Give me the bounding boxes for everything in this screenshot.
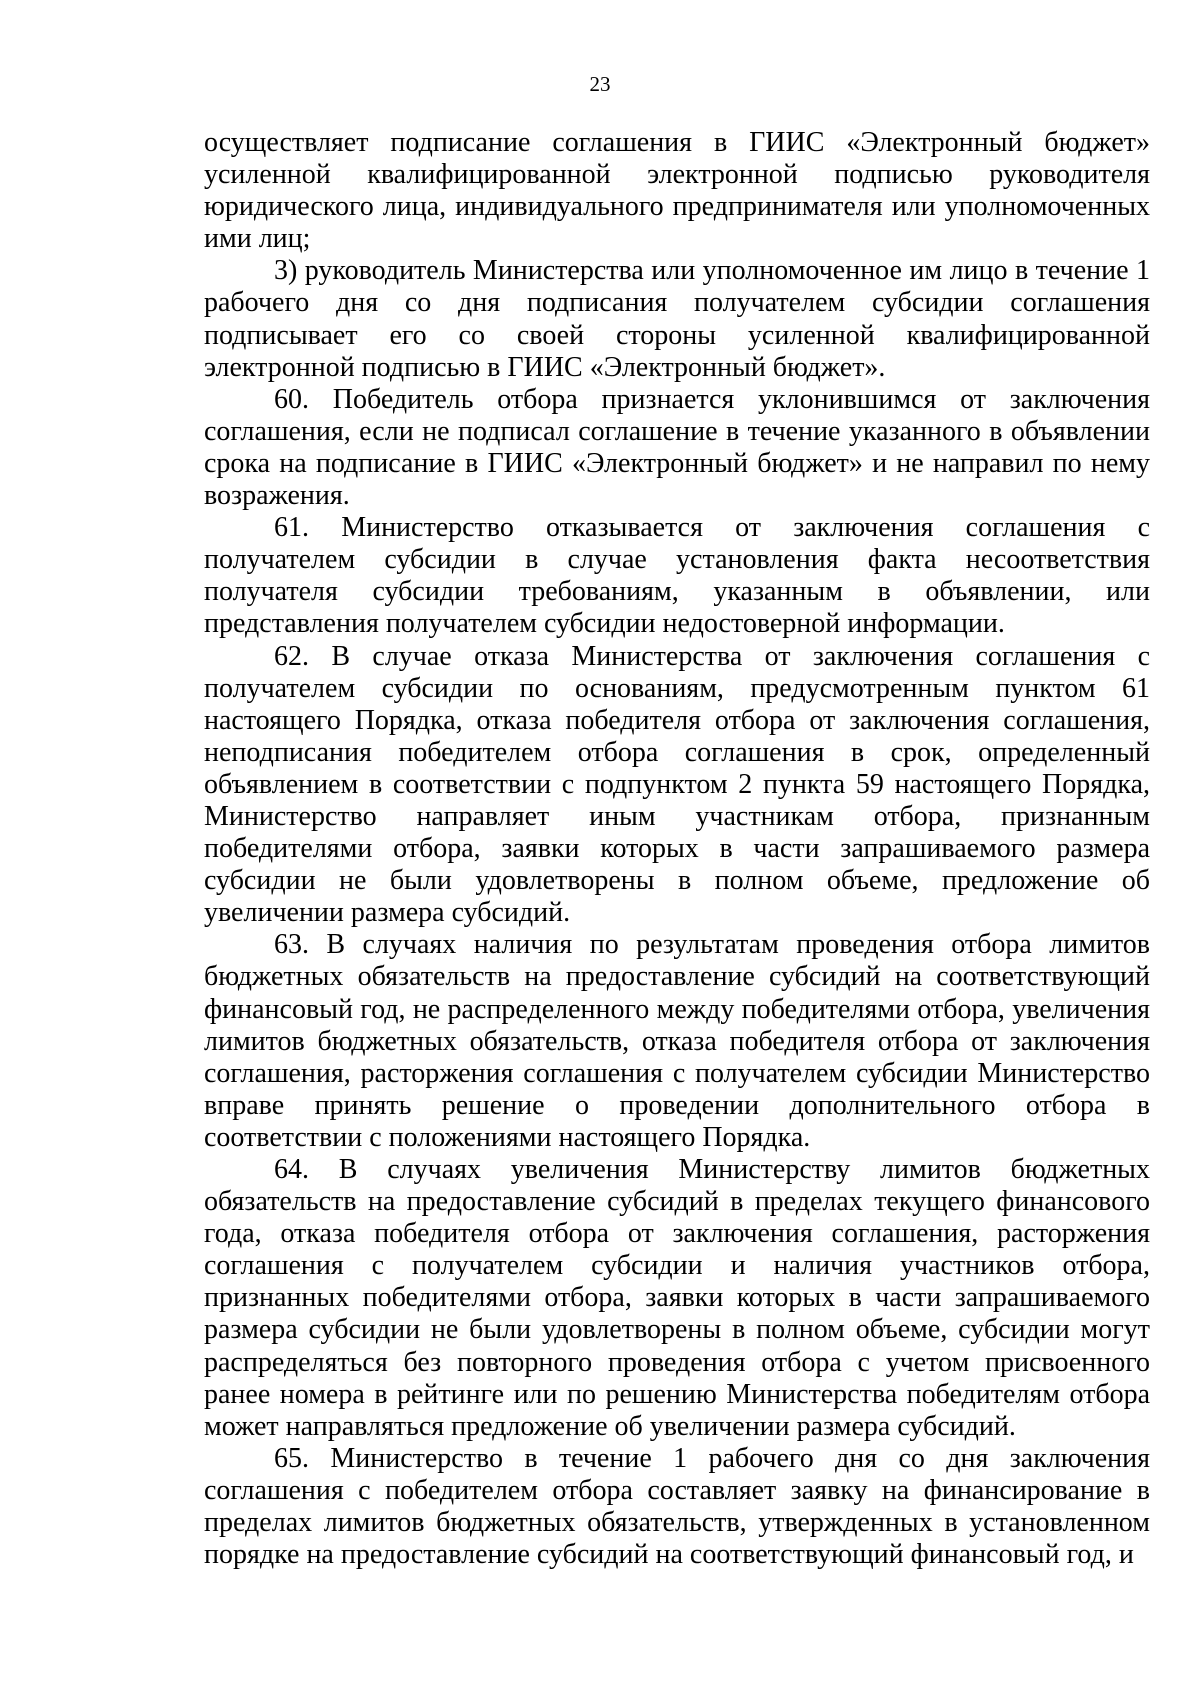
paragraph-64: 64. В случаях увеличения Министерству лимитов бюджетных обязательств на предоставление субсидий в пределах текущего финансового года, отказа победителя отбора от заключения соглашения, расторжения соглашения с получателем субсидии и наличия участников отбора, признанных победителями отбора, заявки которых в части запрашиваемого размера субсидии не были удовлетворены в полном объеме, субсидии могут распределяться без повторного проведения отбора с учетом присвоенного ранее номера в рейтинге или по решению Министерства победителям отбора может направляться предложение об увеличении размера субсидий.	[204, 1154, 1150, 1442]
paragraph-60: 60. Победитель отбора признается уклонившимся от заключения соглашения, если не подписал соглашение в течение указанного в объявлении срока на подписание в ГИИС «Электронный бюджет» и не направил по нему возражения.	[204, 383, 1150, 512]
paragraph-63: 63. В случаях наличия по результатам проведения отбора лимитов бюджетных обязательств на предоставление субсидий на соответствующий финансовый год, не распределенного между победителями отбора, увеличения лимитов бюджетных обязательств, отказа победителя отбора от заключения соглашения, расторжения соглашения с получателем субсидии Министерство вправе принять решение о проведении дополнительного отбора в соответствии с положениями настоящего Порядка.	[204, 929, 1150, 1153]
paragraph-62: 62. В случае отказа Министерства от заключения соглашения с получателем субсидии по основаниям, предусмотренным пунктом 61 настоящего Порядка, отказа победителя отбора от заключения соглашения, неподписания победителем отбора соглашения в срок, определенный объявлением в соответствии с подпунктом 2 пункта 59 настоящего Порядка, Министерство направляет иным участникам отбора, признанным победителями отбора, заявки которых в части запрашиваемого размера субсидии не были удовлетворены в полном объеме, предложение об увеличении размера субсидий.	[204, 640, 1150, 929]
page-number: 23	[589, 72, 611, 96]
document-body	[204, 127, 1150, 1571]
paragraph-item-3: 3) руководитель Министерства или уполномоченное им лицо в течение 1 рабочего дня со дня подписания получателем субсидии соглашения подписывает его со своей стороны усиленной квалифицированной электронной подписью в ГИИС «Электронный бюджет».	[204, 255, 1150, 383]
paragraph-61: 61. Министерство отказывается от заключения соглашения с получателем субсидии в случае установления факта несоответствия получателя субсидии требованиям, указанным в объявлении, или представления получателем субсидии недостоверной информации.	[204, 512, 1150, 640]
paragraph-65: 65. Министерство в течение 1 рабочего дня со дня заключения соглашения с победителем отбора составляет заявку на финансирование в пределах лимитов бюджетных обязательств, утвержденных в установленном порядке на предоставление субсидий на соответствующий финансовый год, и	[204, 1442, 1150, 1571]
paragraph-continuation: осуществляет подписание соглашения в ГИИС «Электронный бюджет» усиленной квалифицированной электронной подписью руководителя юридического лица, индивидуального предпринимателя или уполномоченных ими лиц;	[204, 127, 1150, 255]
